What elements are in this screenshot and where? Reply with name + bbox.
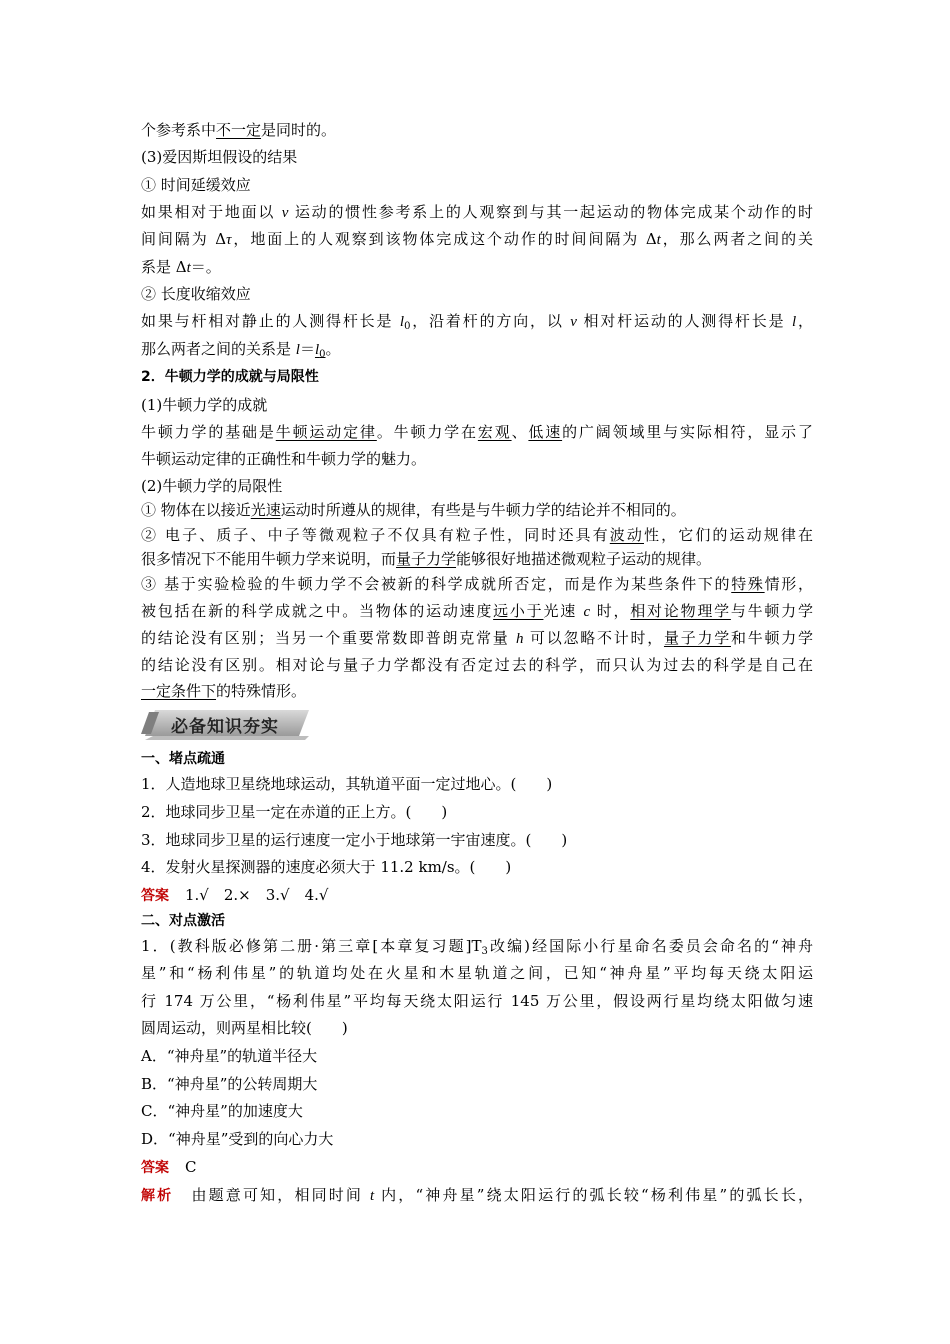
- text-line: ① 物体在以接近光速运动时所遵从的规律，有些是与牛顿力学的结论并不相同的。: [141, 501, 686, 519]
- section-heading: 一、堵点疏通: [141, 751, 225, 767]
- option-c: C．“神舟星”的加速度大: [141, 1102, 303, 1120]
- text-line: 间间隔为 Δτ，地面上的人观察到该物体完成这个动作的时间间隔为 Δt，那么两者之间的关: [141, 230, 813, 248]
- section-banner: [141, 706, 311, 742]
- subheading: (1)牛顿力学的成就: [141, 396, 268, 414]
- text-line: 那么两者之间的关系是 $l=l_0$。: [141, 340, 341, 360]
- list-item: 3．地球同步卫星的运行速度一定小于地球第一宇宙速度。( ): [141, 831, 568, 849]
- text-line: 很多情况下不能用牛顿力学来说明，而量子力学能够很好地描述微观粒子运动的规律。: [141, 550, 712, 568]
- analysis-label: 解析: [141, 1188, 174, 1204]
- text-line: 个参考系中不一定是同时的。: [141, 121, 337, 139]
- question-line: 1．(教科版必修第二册·第三章[本章复习题]$T_3$改编)经国际小行星命名委员会命名的“神舟: [141, 937, 813, 957]
- text-line: ② 电子、质子、中子等微观粒子不仅具有粒子性，同时还具有波动性，它们的运动规律在: [141, 526, 813, 544]
- answer-label: 答案: [141, 888, 169, 904]
- option-d: D．“神舟星”受到的向心力大: [141, 1130, 334, 1148]
- text-line: 牛顿力学的基础是牛顿运动定律。牛顿力学在宏观、低速的广阔领域里与实际相符，显示了: [141, 423, 813, 441]
- text-line: ② 长度收缩效应: [141, 285, 251, 303]
- answer-line: 答案 1.√ 2.× 3.√ 4.√: [141, 886, 329, 904]
- text-line: 如果相对于地面以 v 运动的惯性参考系上的人观察到与其一起运动的物体完成某个动作的时: [141, 203, 813, 221]
- section-heading: 2．牛顿力学的成就与局限性: [141, 369, 319, 385]
- text-line: ③ 基于实验检验的牛顿力学不会被新的科学成就所否定，而是作为某些条件下的特殊情形，: [141, 575, 813, 593]
- answer-label: 答案: [141, 1160, 169, 1176]
- list-item: 4．发射火星探测器的速度必须大于 11.2 km/s。( ): [141, 858, 512, 876]
- answer-line: 答案 C: [141, 1158, 197, 1176]
- text-line: 的结论没有区别。相对论与量子力学都没有否定过去的科学，而只认为过去的科学是自己在: [141, 656, 813, 674]
- subheading: (3)爱因斯坦假设的结果: [141, 148, 298, 166]
- text-line: 系是 Δt＝。: [141, 258, 221, 276]
- question-line: 行 174 万公里，“杨利伟星”平均每天绕太阳运行 145 万公里，假设两行星均绕太阳做匀速: [141, 992, 813, 1010]
- text-line: 的结论没有区别；当另一个重要常数即普朗克常量 h 可以忽略不计时，量子力学和牛顿力学: [141, 629, 813, 647]
- text-line: 牛顿运动定律的正确性和牛顿力学的魅力。: [141, 450, 427, 468]
- list-item: 2．地球同步卫星一定在赤道的正上方。( ): [141, 803, 448, 821]
- analysis-line: 解析 由题意可知，相同时间 t 内，“神舟星”绕太阳运行的弧长较“杨利伟星”的弧长长，: [141, 1186, 813, 1204]
- option-b: B．“神舟星”的公转周期大: [141, 1075, 318, 1093]
- subheading: (2)牛顿力学的局限性: [141, 477, 283, 495]
- question-line: 星”和“杨利伟星”的轨道均处在火星和木星轨道之间，已知“神舟星”平均每天绕太阳运: [141, 964, 813, 982]
- underlined-answer: $l_0$: [314, 342, 326, 360]
- text-line: 被包括在新的科学成就之中。当物体的运动速度远小于光速 c 时，相对论物理学与牛顿力学: [141, 602, 813, 620]
- question-line: 圆周运动，则两星相比较( ): [141, 1019, 348, 1037]
- underlined-answer: 不一定: [216, 121, 262, 139]
- list-item: 1．人造地球卫星绕地球运动，其轨道平面一定过地心。( ): [141, 775, 553, 793]
- option-a: A．“神舟星”的轨道半径大: [141, 1047, 318, 1065]
- section-heading: 二、对点激活: [141, 913, 225, 929]
- text-line: 一定条件下的特殊情形。: [141, 682, 307, 700]
- banner-title: 必备知识夯实: [171, 717, 279, 737]
- text-line: ① 时间延缓效应: [141, 176, 251, 194]
- text-line: 如果与杆相对静止的人测得杆长是 $l_0$，沿着杆的方向，以 v 相对杆运动的人测得杆长是 l，: [141, 312, 813, 332]
